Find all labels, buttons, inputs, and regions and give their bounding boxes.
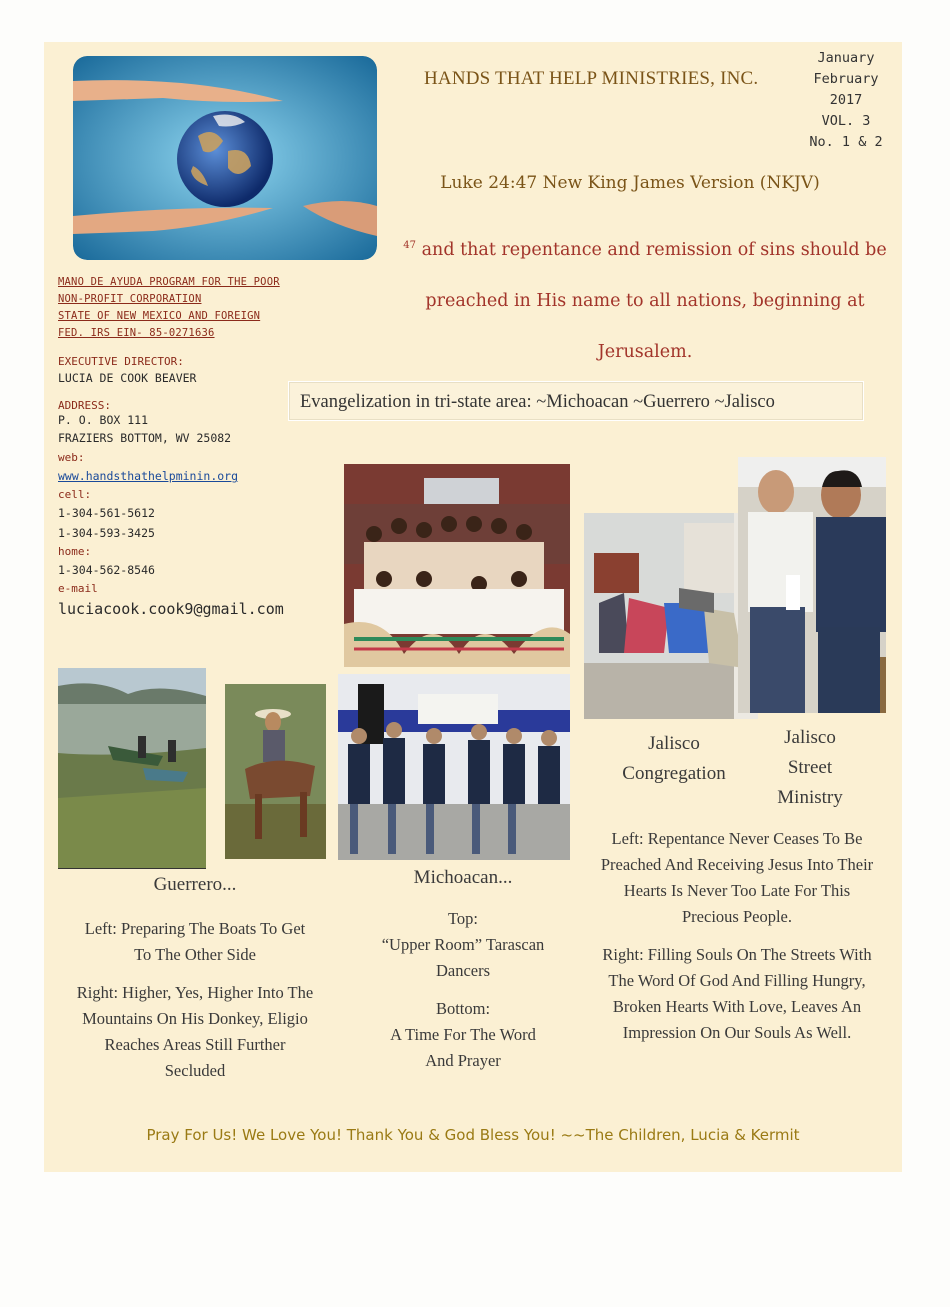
boats-illustration (58, 668, 206, 868)
michoacan-text-line-1: Top: (447, 909, 478, 928)
globe-hands-logo (73, 56, 377, 260)
cell-phone-1: 1-304-561-5612 (58, 506, 155, 520)
web-label: web: (58, 451, 85, 464)
issue-month-2: February (813, 71, 879, 87)
caption-jalisco-street-line-1: Jalisco (784, 727, 836, 748)
photo-tarascan-dancers (344, 464, 570, 667)
street-illustration (738, 457, 886, 713)
email-label: e-mail (58, 582, 98, 595)
verse-line-3: Jerusalem. (597, 341, 693, 362)
dancers-illustration (344, 464, 570, 667)
address-label: ADDRESS: (58, 399, 111, 412)
issue-info (800, 48, 892, 153)
michoacan-title: Michoacan... (413, 867, 513, 888)
evangelization-banner: Evangelization in tri-state area: ~Michoacan ~Guerrero ~Jalisco (288, 381, 864, 421)
guerrero-text-line-2: To The Other Side (134, 945, 256, 964)
michoacan-text-line-4: Bottom: (435, 999, 491, 1018)
address-line-1: P. O. BOX 111 (58, 413, 149, 427)
caption-jalisco-congregation (600, 729, 748, 789)
michoacan-text-line-3: Dancers (435, 961, 491, 980)
michoacan-text-line-5: A Time For The Word (390, 1025, 536, 1044)
verse-line-1: and that repentance and remission of sins should be (421, 239, 887, 260)
cell-label: cell: (58, 488, 92, 501)
jalisco-text-line-3: Hearts Is Never Too Late For This (623, 881, 851, 900)
michoacan-text-line-2: “Upper Room” Tarascan (381, 935, 545, 954)
org-info (58, 274, 298, 621)
jalisco-text-line-5: Right: Filling Souls On The Streets With (602, 945, 872, 964)
photo-michoacan-prayer (338, 674, 570, 860)
globe-hands-illustration (73, 56, 377, 260)
prayer-illustration (338, 674, 570, 860)
caption-jalisco-street (760, 723, 860, 813)
guerrero-text-line-4: Mountains On His Donkey, Eligio (82, 1009, 308, 1028)
email-address[interactable]: luciacook.cook9@gmail.com (58, 600, 284, 618)
org-line-4: FED. IRS EIN- 85-0271636 (58, 327, 215, 339)
caption-jalisco-street-line-2: Street (787, 757, 833, 778)
guerrero-text-line-5: Reaches Areas Still Further (104, 1035, 286, 1054)
address-line-2: FRAZIERS BOTTOM, WV 25082 (58, 431, 232, 445)
caption-jalisco-congregation-line-1: Jalisco (648, 733, 700, 754)
footer-message: Pray For Us! We Love You! Thank You & God Bless You! ~~The Children, Lucia & Kermit (146, 1126, 800, 1144)
jalisco-description (582, 826, 892, 1046)
guerrero-text-line-3: Right: Higher, Yes, Higher Into The (76, 983, 314, 1002)
jalisco-text-line-4: Precious People. (682, 907, 792, 926)
jalisco-text-line-2: Preached And Receiving Jesus Into Their (600, 855, 874, 874)
caption-jalisco-street-line-3: Ministry (777, 787, 843, 808)
home-phone: 1-304-562-8546 (58, 563, 155, 577)
scripture-verse (400, 220, 890, 378)
scripture-reference: Luke 24:47 New King James Version (NKJV) (440, 173, 820, 193)
org-title: HANDS THAT HELP MINISTRIES, INC. (424, 68, 759, 89)
director-label: EXECUTIVE DIRECTOR: (58, 355, 184, 368)
issue-volume: VOL. 3 (821, 113, 871, 129)
michoacan-description (358, 906, 568, 1074)
donkey-illustration (225, 684, 326, 859)
org-line-3: STATE OF NEW MEXICO AND FOREIGN (58, 310, 261, 322)
photo-jalisco-street (738, 457, 886, 713)
guerrero-text-line-1: Left: Preparing The Boats To Get (84, 919, 306, 938)
guerrero-title: Guerrero... (153, 874, 237, 895)
jalisco-text-line-6: The Word Of God And Filling Hungry, (608, 971, 866, 990)
verse-number: 47 (403, 240, 417, 251)
org-line-1: MANO DE AYUDA PROGRAM FOR THE POOR (58, 276, 280, 288)
home-label: home: (58, 545, 92, 558)
jalisco-text-line-1: Left: Repentance Never Ceases To Be (611, 829, 863, 848)
web-link[interactable]: www.handsthathelpminin.org (58, 469, 239, 483)
org-line-2: NON-PROFIT CORPORATION (58, 293, 202, 305)
photo-guerrero-boats (58, 668, 206, 869)
jalisco-text-line-7: Broken Hearts With Love, Leaves An (612, 997, 862, 1016)
issue-year: 2017 (829, 92, 863, 108)
jalisco-text-line-8: Impression On Our Souls As Well. (622, 1023, 852, 1042)
issue-month-1: January (817, 50, 875, 66)
caption-jalisco-congregation-line-2: Congregation (622, 763, 726, 784)
congregation-illustration (584, 513, 758, 719)
director-name: LUCIA DE COOK BEAVER (58, 371, 197, 385)
michoacan-text-line-6: And Prayer (425, 1051, 501, 1070)
issue-number: No. 1 & 2 (809, 134, 883, 150)
guerrero-description (60, 916, 330, 1084)
cell-phone-2: 1-304-593-3425 (58, 526, 155, 540)
guerrero-text-line-6: Secluded (164, 1061, 226, 1080)
verse-line-2: preached in His name to all nations, beginning at (425, 290, 865, 311)
photo-jalisco-congregation (584, 513, 758, 719)
photo-guerrero-donkey (225, 684, 326, 859)
